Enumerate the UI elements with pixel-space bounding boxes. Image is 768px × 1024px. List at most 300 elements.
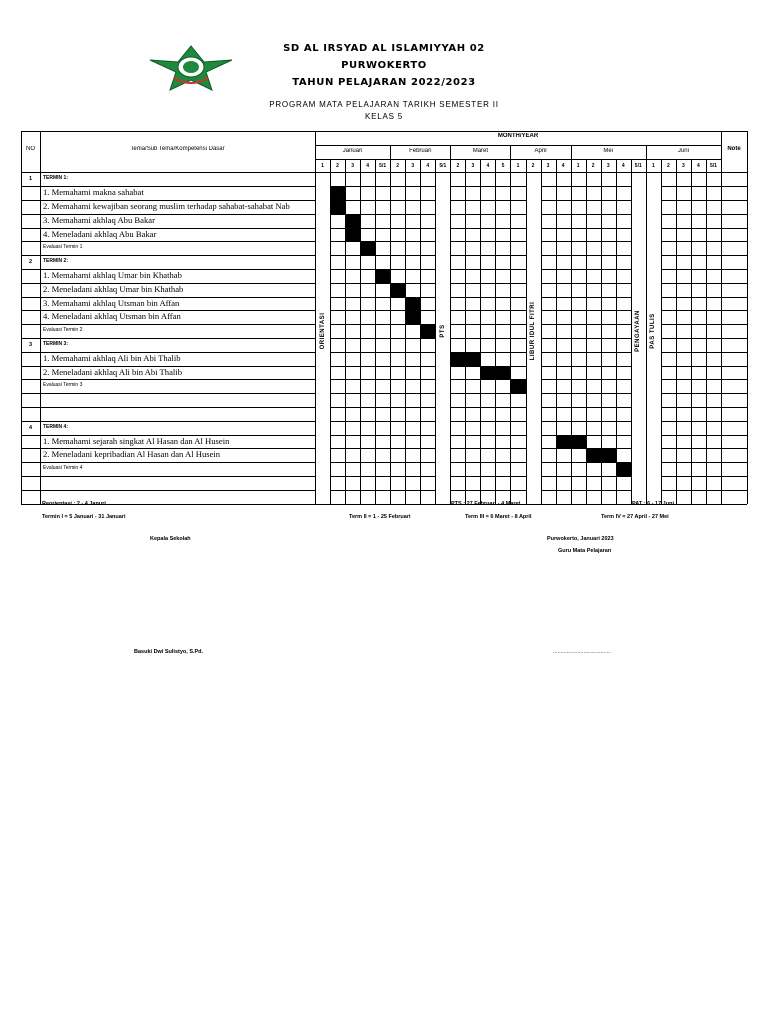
row-line xyxy=(661,283,676,284)
row-line xyxy=(360,435,375,436)
row-line xyxy=(556,490,571,491)
row-line xyxy=(571,393,586,394)
row-line xyxy=(390,200,405,201)
row-line xyxy=(495,241,510,242)
row-line xyxy=(541,490,556,491)
row-line xyxy=(480,352,495,353)
row-line xyxy=(691,352,706,353)
row-line xyxy=(465,476,480,477)
term4-text: Term IV = 27 April - 27 Mei xyxy=(601,514,669,520)
row-line xyxy=(661,255,676,256)
row-line xyxy=(541,283,556,284)
row-line xyxy=(721,324,747,325)
week-line xyxy=(480,159,481,504)
row-line xyxy=(390,255,405,256)
row-line xyxy=(450,352,465,353)
row-line xyxy=(601,200,616,201)
month-label: Januari xyxy=(342,147,363,154)
row-line xyxy=(480,366,495,367)
row-line xyxy=(345,200,360,201)
row-line xyxy=(510,283,525,284)
row-line xyxy=(465,324,480,325)
row-line xyxy=(571,448,586,449)
row-line xyxy=(706,283,721,284)
term2-text: Term II = 1 - 25 Februari xyxy=(349,514,411,520)
row-line xyxy=(706,393,721,394)
row-line xyxy=(480,476,495,477)
row-line xyxy=(586,255,601,256)
row-line xyxy=(721,462,747,463)
shaded-cell xyxy=(330,186,345,200)
week-line xyxy=(676,159,677,504)
row-line xyxy=(480,186,495,187)
row-line xyxy=(601,407,616,408)
row-line xyxy=(390,228,405,229)
shaded-cell xyxy=(450,352,465,366)
row-line xyxy=(571,186,586,187)
row-line xyxy=(420,283,435,284)
row-line xyxy=(360,476,375,477)
week-line xyxy=(646,159,647,504)
row-topic: Evaluasi Termin 1 xyxy=(43,244,83,251)
week-line xyxy=(661,159,662,504)
row-line xyxy=(450,200,465,201)
row-line xyxy=(480,393,495,394)
row-line xyxy=(556,200,571,201)
row-line xyxy=(375,297,390,298)
week-line xyxy=(450,159,451,504)
row-line xyxy=(345,324,360,325)
shaded-cell xyxy=(345,214,360,228)
week-label: 3 xyxy=(471,162,475,169)
row-line xyxy=(420,214,435,215)
row-topic: 4. Meneladani akhlaq Utsman bin Affan xyxy=(43,311,181,322)
row-line xyxy=(420,255,435,256)
shaded-cell xyxy=(465,352,480,366)
row-line xyxy=(586,490,601,491)
row-line xyxy=(420,338,435,339)
row-line xyxy=(586,297,601,298)
month-label: Mei xyxy=(603,147,614,154)
row-line xyxy=(330,269,345,270)
topic-header: Tema/Sub Tema/Kompetensi Dasar xyxy=(130,146,225,153)
row-line xyxy=(360,352,375,353)
row-line xyxy=(541,393,556,394)
school-city: PURWOKERTO xyxy=(341,60,427,71)
row-line xyxy=(586,200,601,201)
teacher-title: Guru Mata Pelajaran xyxy=(558,548,612,554)
row-line xyxy=(661,352,676,353)
row-line xyxy=(586,393,601,394)
row-line xyxy=(330,366,345,367)
pat-text: PAT : 6 - 17 Juni xyxy=(632,501,674,507)
row-number: 1 xyxy=(28,176,33,183)
week-label: 5/1 xyxy=(439,162,447,169)
row-line xyxy=(360,228,375,229)
week-label: 3 xyxy=(546,162,550,169)
row-line xyxy=(375,310,390,311)
row-line xyxy=(405,338,420,339)
row-topic xyxy=(43,407,314,421)
row-line xyxy=(345,283,360,284)
row-line xyxy=(510,366,525,367)
row-topic: TERMIN 2: xyxy=(43,258,68,265)
shaded-cell xyxy=(601,448,616,462)
row-line xyxy=(345,476,360,477)
row-line xyxy=(360,214,375,215)
row-line xyxy=(616,241,631,242)
row-line xyxy=(345,297,360,298)
row-line xyxy=(510,448,525,449)
row-line xyxy=(405,200,420,201)
row-line xyxy=(616,269,631,270)
row-line xyxy=(676,379,691,380)
row-line xyxy=(450,241,465,242)
row-line xyxy=(405,352,420,353)
row-line xyxy=(450,366,465,367)
row-line xyxy=(586,352,601,353)
row-line xyxy=(330,448,345,449)
row-line xyxy=(390,421,405,422)
row-line xyxy=(375,393,390,394)
week-label: 2 xyxy=(591,162,595,169)
week-label: 5/1 xyxy=(709,162,717,169)
row-line xyxy=(691,186,706,187)
row-line xyxy=(450,421,465,422)
row-line xyxy=(510,200,525,201)
week-label: 4 xyxy=(621,162,625,169)
row-line xyxy=(480,269,495,270)
row-line xyxy=(510,186,525,187)
row-line xyxy=(390,269,405,270)
row-line xyxy=(721,214,747,215)
row-line xyxy=(706,338,721,339)
row-line xyxy=(450,228,465,229)
row-line xyxy=(556,338,571,339)
shaded-cell xyxy=(556,435,571,449)
row-line xyxy=(706,448,721,449)
program-title: PROGRAM MATA PELAJARAN TARIKH SEMESTER II xyxy=(269,100,499,109)
row-line xyxy=(571,269,586,270)
row-line xyxy=(721,379,747,380)
row-line xyxy=(465,490,480,491)
row-line xyxy=(405,297,420,298)
row-line xyxy=(706,435,721,436)
row-line xyxy=(661,297,676,298)
term1-text: Termin I = 5 Januari - 31 Januari xyxy=(42,514,126,520)
row-line xyxy=(450,490,465,491)
week-line xyxy=(616,159,617,504)
row-line xyxy=(510,214,525,215)
row-topic: Evaluasi Termin 4 xyxy=(43,465,83,472)
row-line xyxy=(601,421,616,422)
row-line xyxy=(541,448,556,449)
row-line xyxy=(420,269,435,270)
row-line xyxy=(691,366,706,367)
row-line xyxy=(616,476,631,477)
row-line xyxy=(691,214,706,215)
row-line xyxy=(495,352,510,353)
row-line xyxy=(586,269,601,270)
row-line xyxy=(390,283,405,284)
row-line xyxy=(390,448,405,449)
row-line xyxy=(661,407,676,408)
row-line xyxy=(676,490,691,491)
week-line xyxy=(706,159,707,504)
row-line xyxy=(616,255,631,256)
row-line xyxy=(465,186,480,187)
row-line xyxy=(706,476,721,477)
row-line xyxy=(375,214,390,215)
row-line xyxy=(420,310,435,311)
row-line xyxy=(405,310,420,311)
row-line xyxy=(721,476,747,477)
row-line xyxy=(510,338,525,339)
row-line xyxy=(450,297,465,298)
row-line xyxy=(345,186,360,187)
row-line xyxy=(691,297,706,298)
row-line xyxy=(616,366,631,367)
week-label: 4 xyxy=(366,162,370,169)
row-line xyxy=(375,352,390,353)
row-topic: 3. Memahami akhlaq Abu Bakar xyxy=(43,214,155,225)
row-line xyxy=(541,186,556,187)
row-line xyxy=(661,310,676,311)
row-line xyxy=(405,476,420,477)
row-line xyxy=(541,366,556,367)
row-line xyxy=(691,448,706,449)
month-label: Maret xyxy=(472,147,489,154)
row-line xyxy=(571,228,586,229)
row-line xyxy=(721,407,747,408)
row-line xyxy=(450,393,465,394)
row-line xyxy=(465,462,480,463)
row-line xyxy=(405,490,420,491)
row-line xyxy=(480,310,495,311)
row-line xyxy=(375,366,390,367)
row-line xyxy=(586,366,601,367)
row-line xyxy=(676,338,691,339)
row-line xyxy=(390,310,405,311)
row-line xyxy=(510,435,525,436)
row-line xyxy=(420,435,435,436)
row-line xyxy=(691,241,706,242)
row-line xyxy=(330,462,345,463)
row-line xyxy=(420,241,435,242)
row-line xyxy=(480,435,495,436)
row-line xyxy=(721,186,747,187)
row-line xyxy=(345,269,360,270)
row-line xyxy=(360,310,375,311)
row-line xyxy=(661,421,676,422)
row-line xyxy=(465,228,480,229)
week-line xyxy=(691,159,692,504)
row-line xyxy=(601,310,616,311)
row-line xyxy=(586,407,601,408)
row-line xyxy=(616,435,631,436)
row-line xyxy=(330,283,345,284)
row-line xyxy=(691,228,706,229)
row-line xyxy=(541,241,556,242)
row-line xyxy=(571,490,586,491)
week-label: 2 xyxy=(531,162,535,169)
row-line xyxy=(495,297,510,298)
row-line xyxy=(510,310,525,311)
row-line xyxy=(661,324,676,325)
row-line xyxy=(601,448,616,449)
row-line xyxy=(345,366,360,367)
row-line xyxy=(450,283,465,284)
month-year-header: MONTH/YEAR xyxy=(497,133,539,139)
row-line xyxy=(465,352,480,353)
row-line xyxy=(721,366,747,367)
row-line xyxy=(571,310,586,311)
row-line xyxy=(661,462,676,463)
row-line xyxy=(601,186,616,187)
row-line xyxy=(375,200,390,201)
row-line xyxy=(706,228,721,229)
row-line xyxy=(616,379,631,380)
row-line xyxy=(390,214,405,215)
row-line xyxy=(330,407,345,408)
row-line xyxy=(390,476,405,477)
row-line xyxy=(480,379,495,380)
row-line xyxy=(616,214,631,215)
row-line xyxy=(510,407,525,408)
row-line xyxy=(495,462,510,463)
row-line xyxy=(390,379,405,380)
row-topic: Evaluasi Termin 3 xyxy=(43,382,83,389)
week-label: 4 xyxy=(426,162,430,169)
row-line xyxy=(676,269,691,270)
row-line xyxy=(541,310,556,311)
row-line xyxy=(480,490,495,491)
row-line xyxy=(465,241,480,242)
week-line xyxy=(541,159,542,504)
row-line xyxy=(661,214,676,215)
row-line xyxy=(405,407,420,408)
row-line xyxy=(676,462,691,463)
row-line xyxy=(541,297,556,298)
shaded-cell xyxy=(616,462,631,476)
row-line xyxy=(676,241,691,242)
row-line xyxy=(330,490,345,491)
row-line xyxy=(375,255,390,256)
row-line xyxy=(465,435,480,436)
row-line xyxy=(721,490,747,491)
week-label: 1 xyxy=(576,162,580,169)
row-line xyxy=(556,379,571,380)
row-line xyxy=(706,407,721,408)
row-line xyxy=(495,283,510,284)
row-line xyxy=(541,407,556,408)
week-label: 2 xyxy=(396,162,400,169)
week-line xyxy=(420,159,421,504)
row-topic: TERMIN 1: xyxy=(43,175,68,182)
note-header: Note xyxy=(727,146,741,153)
row-line xyxy=(571,435,586,436)
row-line xyxy=(691,421,706,422)
row-line xyxy=(601,338,616,339)
row-line xyxy=(601,283,616,284)
row-line xyxy=(586,310,601,311)
row-line xyxy=(360,421,375,422)
row-line xyxy=(495,310,510,311)
row-line xyxy=(405,393,420,394)
row-line xyxy=(586,448,601,449)
row-line xyxy=(510,462,525,463)
row-line xyxy=(375,186,390,187)
row-line xyxy=(465,407,480,408)
row-topic: 2. Meneladani kepribadian Al Hasan dan Al Husein xyxy=(43,449,221,460)
row-line xyxy=(390,393,405,394)
row-line xyxy=(721,352,747,353)
row-line xyxy=(345,435,360,436)
row-line xyxy=(586,435,601,436)
week-label: 5/1 xyxy=(379,162,387,169)
row-line xyxy=(360,200,375,201)
row-line xyxy=(601,269,616,270)
row-line xyxy=(360,338,375,339)
row-line xyxy=(661,241,676,242)
week-line xyxy=(510,159,511,504)
shaded-cell xyxy=(405,310,420,324)
row-line xyxy=(375,421,390,422)
row-line xyxy=(676,366,691,367)
row-line xyxy=(450,214,465,215)
row-line xyxy=(480,324,495,325)
teacher-name: ...................................... xyxy=(553,649,612,655)
row-line xyxy=(390,435,405,436)
row-line xyxy=(330,241,345,242)
row-line xyxy=(571,462,586,463)
row-line xyxy=(375,269,390,270)
week-line xyxy=(601,159,602,504)
row-line xyxy=(661,338,676,339)
row-line xyxy=(420,324,435,325)
row-line xyxy=(495,324,510,325)
row-line xyxy=(345,448,360,449)
row-line xyxy=(510,269,525,270)
vertical-label: PAS TULIS xyxy=(650,313,657,349)
row-line xyxy=(676,421,691,422)
row-line xyxy=(691,490,706,491)
row-line xyxy=(721,297,747,298)
row-line xyxy=(330,324,345,325)
row-line xyxy=(601,366,616,367)
row-line xyxy=(330,476,345,477)
row-line xyxy=(360,379,375,380)
principal-name: Basuki Dwi Sulistyo, S.Pd. xyxy=(134,649,204,655)
row-line xyxy=(691,200,706,201)
row-line xyxy=(601,435,616,436)
row-line xyxy=(676,310,691,311)
place-date: Purwokerto, Januari 2023 xyxy=(547,536,614,542)
row-topic: TERMIN 4: xyxy=(43,423,68,430)
row-line xyxy=(721,241,747,242)
row-line xyxy=(691,338,706,339)
shaded-cell xyxy=(510,379,525,393)
row-line xyxy=(706,297,721,298)
row-line xyxy=(345,255,360,256)
row-line xyxy=(495,269,510,270)
row-line xyxy=(571,379,586,380)
row-line xyxy=(721,448,747,449)
row-line xyxy=(390,407,405,408)
row-line xyxy=(541,435,556,436)
week-line xyxy=(556,159,557,504)
row-line xyxy=(330,214,345,215)
